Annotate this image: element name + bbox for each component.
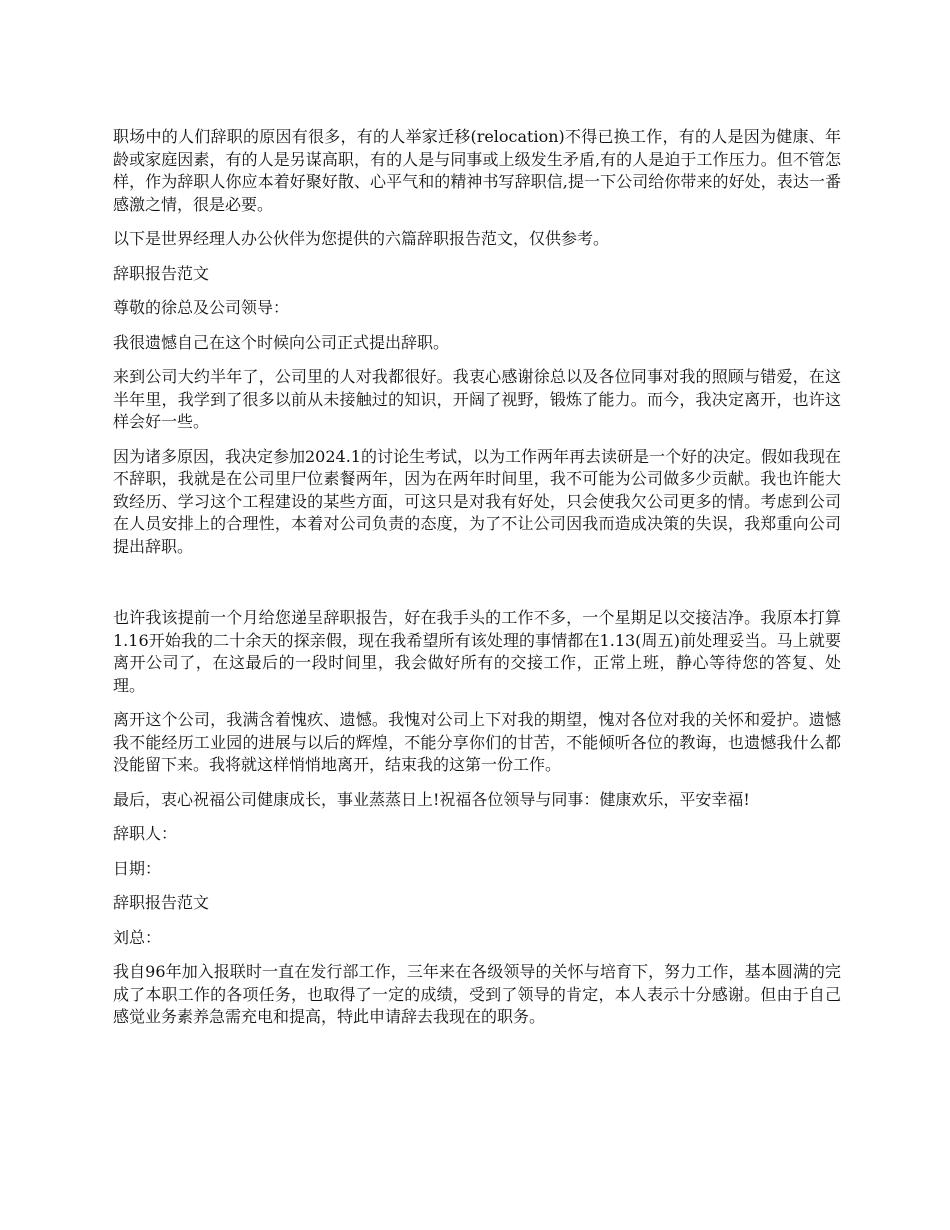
body-paragraph: 因为诸多原因，我决定参加2024.1的讨论生考试，以为工作两年再去读研是一个好的决定。假如我现在不辞职，我就是在公司里尸位素餐两年，因为在两年时间里，我不可能为公司做多少贡献。我也许能大致经历、学习这个工程建设的某些方面，可这只是对我有好处，只会使我欠公司更多的情。考虑到公司在人员安排上的合理性，本着对公司负责的态度，为了不让公司因我而造成决策的失误，我郑重向公司提出辞职。 [113,446,841,556]
body-paragraph: 我自96年加入报联时一直在发行部工作，三年来在各级领导的关怀与培育下，努力工作，基本圆满的完成了本职工作的各项任务，也取得了一定的成绩，受到了领导的肯定，本人表示十分感谢。但由于自己感觉业务素养急需充电和提高，特此申请辞去我现在的职务。 [113,962,841,1026]
section-title: 辞职报告范文 [113,893,210,912]
document-page [113,126,841,1041]
paragraph-gap [113,570,841,607]
body-paragraph: 也许我该提前一个月给您递呈辞职报告，好在我手头的工作不多，一个星期足以交接洁净。我原本打算1.16开始我的二十余天的探亲假，现在我希望所有该处理的事情都在1.13(周五)前处理妥当。马上就要离开公司了，在这最后的一段时间里，我会做好所有的交接工作，正常上班，静心等待您的答复、处理。 [113,608,841,695]
intro-note: 以下是世界经理人办公伙伴为您提供的六篇辞职报告范文，仅供参考。 [113,229,610,248]
intro-paragraph: 职场中的人们辞职的原因有很多，有的人举家迁移(relocation)不得已换工作，有的人是因为健康、年龄或家庭因素，有的人是另谋高职，有的人是与同事或上级发生矛盾,有的人是迫于工作压力。但不管怎样，作为辞职人你应本着好聚好散、心平气和的精神书写辞职信,提一下公司给你带来的好处，表达一番感激之情，很是必要。 [113,127,841,214]
signature-label: 辞职人： [113,824,178,843]
date-label: 日期： [113,858,162,878]
salutation: 尊敬的徐总及公司领导： [113,298,290,317]
body-paragraph: 来到公司大约半年了，公司里的人对我都很好。我衷心感谢徐总以及各位同事对我的照顾与错爱，在这半年里，我学到了很多以前从未接触过的知识，开阔了视野，锻炼了能力。而今，我决定离开，也许这样会好一些。 [113,367,841,431]
body-paragraph: 我很遗憾自己在这个时候向公司正式提出辞职。 [113,332,450,352]
closing-paragraph: 最后，衷心祝福公司健康成长，事业蒸蒸日上!祝福各位领导与同事：健康欢乐，平安幸福! [113,789,750,809]
body-paragraph: 离开这个公司，我满含着愧疚、遗憾。我愧对公司上下对我的期望，愧对各位对我的关怀和爱护。遗憾我不能经历工业园的进展与以后的辉煌，不能分享你们的甘苦，不能倾听各位的教诲，也遗憾我什么都没能留下来。我将就这样悄悄地离开，结束我的这第一份工作。 [113,710,841,774]
salutation: 刘总： [113,927,162,947]
section-title: 辞职报告范文 [113,263,210,283]
